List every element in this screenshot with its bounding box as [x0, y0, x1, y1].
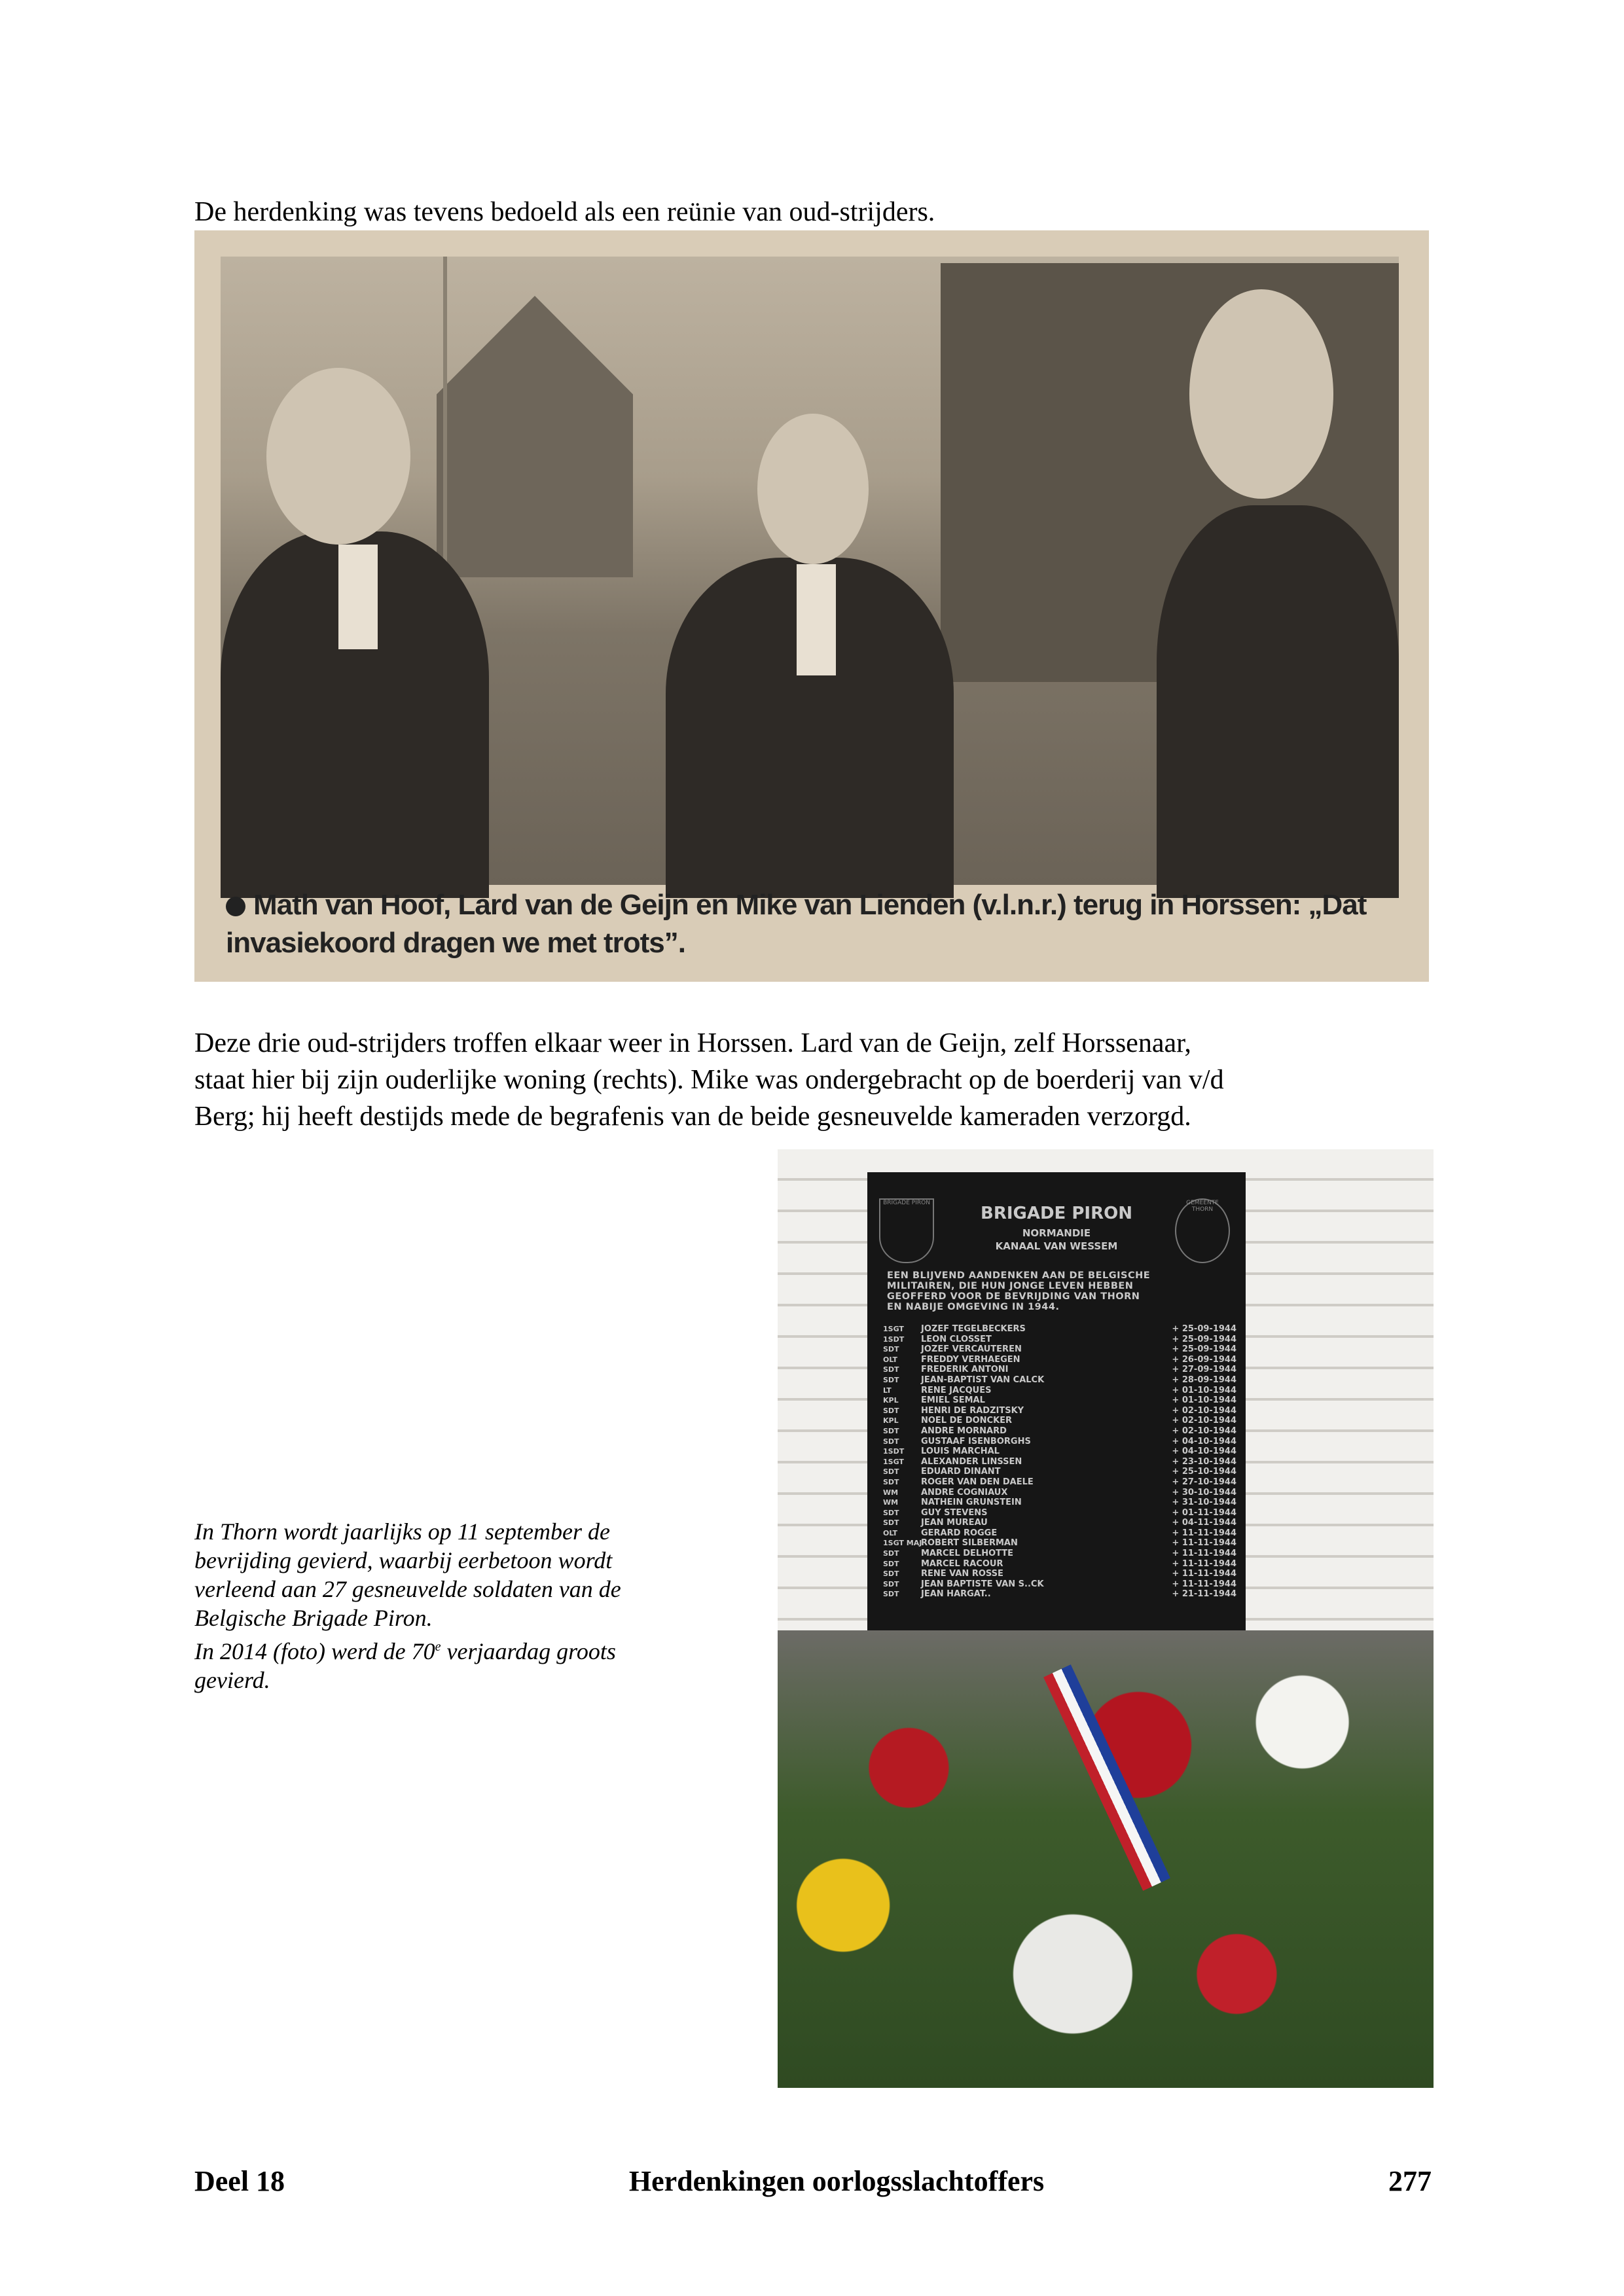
- death-date: + 02-10-1944: [1172, 1416, 1236, 1426]
- rank: SDT: [883, 1549, 899, 1558]
- death-date: + 25-09-1944: [1172, 1324, 1236, 1334]
- newspaper-caption: [226, 886, 1404, 962]
- roll-entry: [883, 1426, 1236, 1437]
- roll-entry: [883, 1437, 1236, 1447]
- roll-entry: [883, 1457, 1236, 1467]
- rank: SDT: [883, 1477, 899, 1486]
- roll-entry: [883, 1416, 1236, 1426]
- death-date: + 25-10-1944: [1172, 1467, 1236, 1477]
- death-date: + 04-11-1944: [1172, 1518, 1236, 1528]
- soldier-name: NOEL DE DONCKER: [921, 1416, 1013, 1426]
- soldier-name: ROBERT SILBERMAN: [921, 1538, 1018, 1549]
- roll-entry: [883, 1498, 1236, 1508]
- soldier-name: EDUARD DINANT: [921, 1467, 1001, 1477]
- death-date: + 23-10-1944: [1172, 1456, 1236, 1467]
- roll-entry: [883, 1569, 1236, 1579]
- rank: 1SDT: [883, 1335, 905, 1344]
- soldier-name: GUY STEVENS: [921, 1507, 988, 1518]
- rank: WM: [883, 1488, 899, 1497]
- rank: SDT: [883, 1437, 899, 1446]
- soldier-name: HENRI DE RADZITSKY: [921, 1405, 1024, 1416]
- death-date: + 11-11-1944: [1172, 1579, 1236, 1589]
- rank: OLT: [883, 1528, 898, 1537]
- death-date: + 27-10-1944: [1172, 1477, 1236, 1487]
- caption-line: invasiekoord dragen we met trots”.: [226, 927, 685, 959]
- footer-title: Herdenkingen oorlogsslachtoffers: [628, 2165, 1045, 2197]
- memorial-plaque: [867, 1172, 1246, 1637]
- plaque-subtitle: KANAAL VAN WESSEM: [995, 1240, 1118, 1252]
- caption-line: [194, 1632, 621, 1666]
- roll-entry: [883, 1559, 1236, 1570]
- death-date: + 11-11-1944: [1172, 1569, 1236, 1579]
- footer-part-number: Deel 18: [194, 2165, 285, 2197]
- roll-entry: [883, 1406, 1236, 1416]
- rank: SDT: [883, 1375, 899, 1384]
- plaque-subtitle: NORMANDIE: [1022, 1227, 1091, 1239]
- plaque-dedication: EEN BLIJVEND AANDENKEN AAN DE BELGISCHE MILITAIREN, DIE HUN JONGE LEVEN HEBBEN GEOFFERD VOOR DE BEVRIJDING VAN THORN EN NABIJE OMGEVING IN 1944.: [887, 1270, 1151, 1312]
- roll-entry: [883, 1508, 1236, 1518]
- soldier-name: ANDRE MORNARD: [921, 1426, 1007, 1436]
- roll-entry: [883, 1386, 1236, 1396]
- soldier-name: GUSTAAF ISENBORGHS: [921, 1436, 1031, 1446]
- death-date: + 25-09-1944: [1172, 1334, 1236, 1344]
- roll-entry: [883, 1528, 1236, 1539]
- soldier-name: FREDERIK ANTONI: [921, 1365, 1009, 1375]
- soldier-name: ANDRE COGNIAUX: [921, 1487, 1008, 1498]
- soldier-name: NATHEIN GRUNSTEIN: [921, 1498, 1022, 1508]
- rank: SDT: [883, 1406, 899, 1415]
- rank: SDT: [883, 1467, 899, 1477]
- rank: SDT: [883, 1508, 899, 1517]
- photo-side-caption: [194, 1517, 621, 1695]
- soldier-name: GERARD ROGGE: [921, 1528, 998, 1538]
- roll-entry: [883, 1355, 1236, 1365]
- rank: LT: [883, 1386, 892, 1395]
- caption-text: verjaardag groots: [441, 1638, 616, 1664]
- roll-entry: [883, 1518, 1236, 1528]
- rank: SDT: [883, 1590, 899, 1599]
- soldier-name: FREDDY VERHAEGEN: [921, 1354, 1020, 1365]
- rank: KPL: [883, 1396, 899, 1405]
- roll-entry: [883, 1538, 1236, 1549]
- caption-line: gevierd.: [194, 1667, 270, 1693]
- roll-entry: [883, 1335, 1236, 1345]
- rank: 1SGT MAJ: [883, 1539, 922, 1548]
- death-date: + 11-11-1944: [1172, 1558, 1236, 1569]
- caption-line: verleend aan 27 gesneuvelde soldaten van de: [194, 1576, 621, 1602]
- death-date: + 04-10-1944: [1172, 1436, 1236, 1446]
- plaque-title: BRIGADE PIRON: [981, 1204, 1132, 1223]
- death-date: + 11-11-1944: [1172, 1549, 1236, 1559]
- soldier-name: JEAN HARGAT..: [921, 1589, 991, 1600]
- page-footer: [194, 2163, 1432, 2200]
- death-date: + 21-11-1944: [1172, 1589, 1236, 1600]
- page-number: 277: [1388, 2165, 1432, 2197]
- rank: 1SGT: [883, 1457, 904, 1466]
- paragraph-line: staat hier bij zijn ouderlijke woning (rechts). Mike was ondergebracht op de boerderij van v/d: [194, 1065, 1224, 1095]
- photo-scene: [221, 257, 1399, 885]
- death-date: + 27-09-1944: [1172, 1365, 1236, 1375]
- roll-entry: [883, 1375, 1236, 1386]
- rank: WM: [883, 1498, 899, 1507]
- soldier-name: LOUIS MARCHAL: [921, 1446, 1000, 1457]
- rank: KPL: [883, 1416, 899, 1426]
- rank: 1SGT: [883, 1325, 904, 1333]
- soldier-name: JOZEF TEGELBECKERS: [921, 1324, 1026, 1334]
- roll-of-honour: [883, 1324, 1236, 1600]
- death-date: + 02-10-1944: [1172, 1426, 1236, 1436]
- intro-text: De herdenking was tevens bedoeld als een reünie van oud-strijders.: [194, 197, 935, 227]
- rank: SDT: [883, 1559, 899, 1568]
- wreaths-and-flowers: [778, 1630, 1434, 2088]
- caption-line: Belgische Brigade Piron.: [194, 1605, 433, 1631]
- soldier-name: JOZEF VERCAUTEREN: [921, 1344, 1022, 1355]
- roll-entry: [883, 1467, 1236, 1477]
- caption-line: bevrijding gevierd, waarbij eerbetoon wordt: [194, 1547, 613, 1573]
- soldier-name: EMIEL SEMAL: [921, 1395, 985, 1406]
- soldier-name: RENE VAN ROSSE: [921, 1569, 1003, 1579]
- death-date: + 01-10-1944: [1172, 1395, 1236, 1406]
- death-date: + 01-11-1944: [1172, 1507, 1236, 1518]
- soldier-name: JEAN-BAPTIST VAN CALCK: [921, 1374, 1045, 1385]
- roll-entry: [883, 1477, 1236, 1488]
- ordinal-suffix: e: [435, 1640, 441, 1654]
- rank: 1SDT: [883, 1447, 905, 1456]
- paragraph-line: Deze drie oud-strijders troffen elkaar weer in Horssen. Lard van de Geijn, zelf Horssenaar,: [194, 1028, 1191, 1058]
- soldier-name: MARCEL RACOUR: [921, 1558, 1003, 1569]
- death-date: + 01-10-1944: [1172, 1385, 1236, 1395]
- soldier-name: JEAN MUREAU: [921, 1518, 988, 1528]
- roll-entry: [883, 1365, 1236, 1375]
- municipal-crest-icon: GEMEENTE THORN: [1175, 1198, 1230, 1263]
- memorial-photo: [778, 1149, 1434, 2088]
- roll-entry: [883, 1344, 1236, 1355]
- death-date: + 26-09-1944: [1172, 1354, 1236, 1365]
- paragraph-line: Berg; hij heeft destijds mede de begrafenis van de beide gesneuvelde kameraden verzorgd.: [194, 1102, 1191, 1132]
- bullet-icon: [226, 897, 245, 916]
- roll-entry: [883, 1324, 1236, 1335]
- roll-entry: [883, 1446, 1236, 1457]
- soldier-name: JEAN BAPTISTE VAN S..CK: [921, 1579, 1044, 1589]
- roll-entry: [883, 1579, 1236, 1590]
- rank: SDT: [883, 1570, 899, 1579]
- caption-text: In 2014 (foto) werd de 70: [194, 1638, 435, 1664]
- roll-entry: [883, 1549, 1236, 1559]
- caption-line: Math van Hoof, Lard van de Geijn en Mike van Lienden (v.l.n.r.) terug in Horssen: „Dat: [253, 889, 1367, 921]
- rank: SDT: [883, 1365, 899, 1374]
- rank: SDT: [883, 1579, 899, 1588]
- death-date: + 04-10-1944: [1172, 1446, 1236, 1457]
- death-date: + 11-11-1944: [1172, 1538, 1236, 1549]
- soldier-name: MARCEL DELHOTTE: [921, 1549, 1014, 1559]
- death-date: + 31-10-1944: [1172, 1498, 1236, 1508]
- rank: SDT: [883, 1345, 899, 1354]
- death-date: + 11-11-1944: [1172, 1528, 1236, 1538]
- death-date: + 25-09-1944: [1172, 1344, 1236, 1355]
- roll-entry: [883, 1488, 1236, 1498]
- caption-line: In Thorn wordt jaarlijks op 11 september de: [194, 1518, 610, 1545]
- newspaper-photo: [194, 230, 1429, 982]
- soldier-name: ALEXANDER LINSSEN: [921, 1456, 1022, 1467]
- rank: SDT: [883, 1518, 899, 1528]
- soldier-name: RENE JACQUES: [921, 1385, 992, 1395]
- shield-emblem-icon: BRIGADE PIRON: [879, 1198, 934, 1263]
- rank: OLT: [883, 1355, 898, 1364]
- death-date: + 28-09-1944: [1172, 1374, 1236, 1385]
- roll-entry: [883, 1395, 1236, 1406]
- rank: SDT: [883, 1426, 899, 1435]
- death-date: + 02-10-1944: [1172, 1405, 1236, 1416]
- roll-entry: [883, 1589, 1236, 1600]
- soldier-name: LEON CLOSSET: [921, 1334, 992, 1344]
- death-date: + 30-10-1944: [1172, 1487, 1236, 1498]
- body-paragraph: [194, 1025, 1224, 1135]
- soldier-name: ROGER VAN DEN DAELE: [921, 1477, 1034, 1487]
